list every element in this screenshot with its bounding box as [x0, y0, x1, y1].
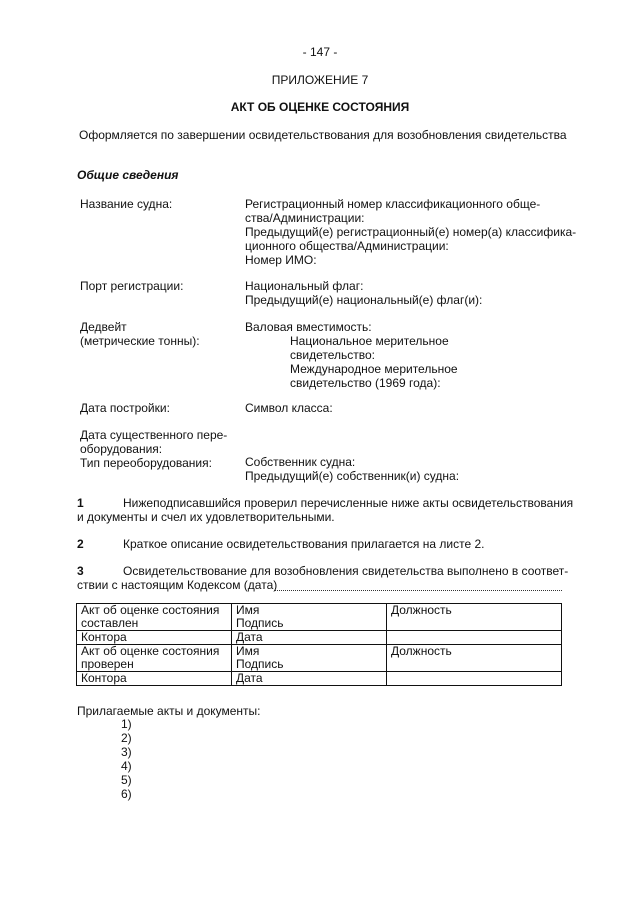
- field-port: Порт регистрации:: [80, 279, 184, 293]
- date-dotted-line: [274, 578, 562, 591]
- list-item: 4): [121, 759, 132, 773]
- field-flag: Национальный флаг: Предыдущий(е) национальный(е) флаг(и):: [245, 279, 483, 307]
- list-item: 3): [121, 745, 132, 759]
- table-cell: [387, 631, 562, 645]
- table-row: [77, 604, 562, 631]
- table-cell: Дата: [232, 672, 387, 686]
- table-row: [77, 672, 562, 686]
- field-owner: Собственник судна: Предыдущий(е) собственник(и) судна:: [245, 455, 460, 483]
- paragraph-3-number: 3: [77, 564, 84, 578]
- list-item: 2): [121, 731, 132, 745]
- appendix-label: ПРИЛОЖЕНИЕ 7: [271, 73, 369, 87]
- document-title: АКТ ОБ ОЦЕНКЕ СОСТОЯНИЯ: [230, 100, 410, 114]
- page-number: - 147 -: [302, 45, 338, 59]
- table-cell: Имя Подпись: [232, 645, 387, 672]
- field-ship-name: Название судна:: [80, 197, 173, 211]
- paragraph-3-line2: ствии с настоящим Кодексом (дата): [77, 578, 278, 592]
- field-build-date: Дата постройки:: [80, 401, 170, 415]
- field-class-symbol: Символ класса:: [245, 401, 333, 415]
- list-item: 5): [121, 773, 132, 787]
- paragraph-2-number: 2: [77, 537, 84, 551]
- paragraph-1-number: 1: [77, 496, 84, 510]
- document-subtitle: Оформляется по завершении освидетельствования для возобновления свидетельства: [79, 128, 567, 142]
- table-cell: Должность: [387, 604, 562, 631]
- table-cell: Дата: [232, 631, 387, 645]
- paragraph-3-line1: Освидетельствование для возобновления свидетельства выполнено в соответ-: [123, 564, 569, 578]
- table-cell: [387, 672, 562, 686]
- table-cell: Имя Подпись: [232, 604, 387, 631]
- paragraph-1-line2: и документы и счел их удовлетворительными.: [77, 510, 335, 524]
- table-cell: Контора: [77, 672, 232, 686]
- signature-table: [76, 603, 562, 686]
- list-item: 6): [121, 787, 132, 801]
- attachments-list: [121, 717, 132, 801]
- field-registration-numbers: Регистрационный номер классификационного обще- ства/Администрации: Предыдущий(е) регистрационный(е) номер(а) классифика- ционного общества/Администрации: Номер ИМО:: [245, 197, 577, 267]
- paragraph-1-line1: Нижеподписавшийся проверил перечисленные ниже акты освидетельствования: [123, 496, 574, 510]
- list-item: 1): [121, 717, 132, 731]
- section-heading: Общие сведения: [77, 168, 179, 182]
- table-row: [77, 645, 562, 672]
- table-cell: Акт об оценке состояния составлен: [77, 604, 232, 631]
- table-cell: Акт об оценке состояния проверен: [77, 645, 232, 672]
- field-gross-tonnage: Валовая вместимость: Национальное мерительное свидетельство: Международное мерительное свидетельство (1969 года):: [245, 320, 458, 390]
- table-cell: Контора: [77, 631, 232, 645]
- field-deadweight: Дедвейт (метрические тонны):: [80, 320, 200, 348]
- table-cell: Должность: [387, 645, 562, 672]
- table-row: [77, 631, 562, 645]
- paragraph-2-text: Краткое описание освидетельствования прилагается на листе 2.: [123, 537, 485, 551]
- attachments-heading: Прилагаемые акты и документы:: [77, 704, 261, 718]
- field-conversion: Дата существенного пере- оборудования: Тип переоборудования:: [80, 428, 228, 470]
